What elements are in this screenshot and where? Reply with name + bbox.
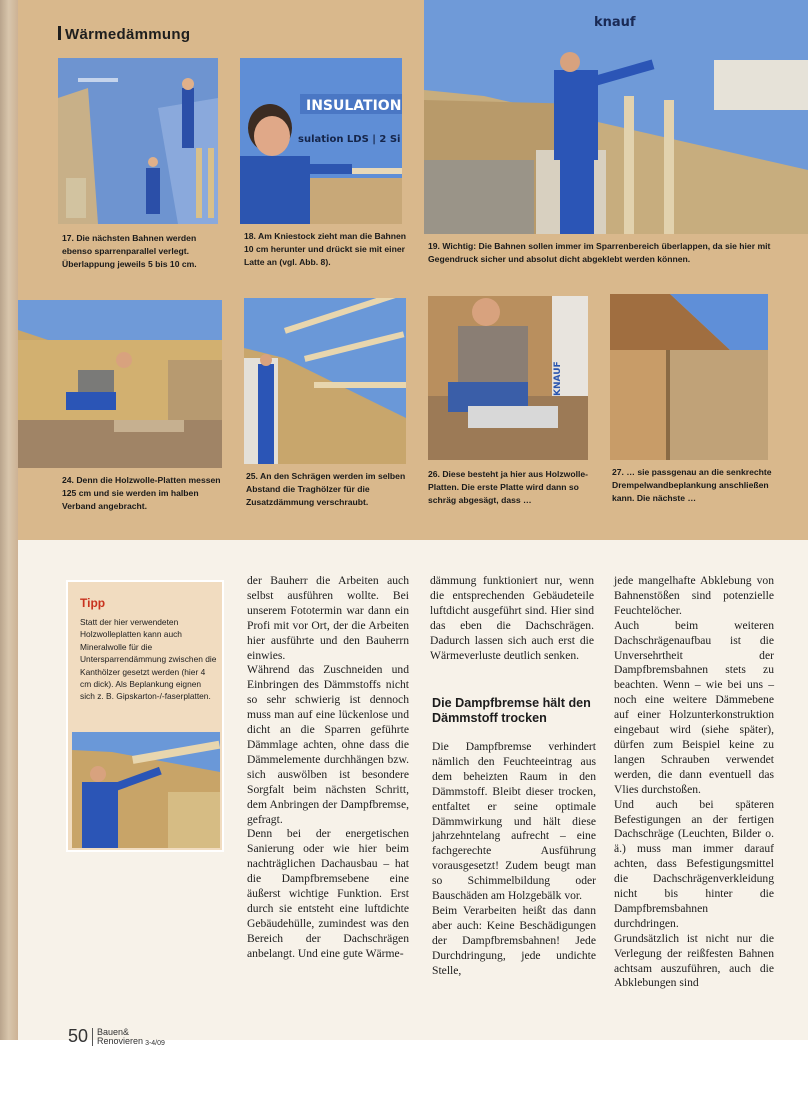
body-column-2a: dämmung funktioniert nur, wenn die entsprechenden Gebäudeteile luftdicht ausgeführt sind. Hier sind das eben die Dachschrägen. Dadurch lassen sich auch erst die Wärmeverluste deutlich senken. (430, 574, 594, 662)
caption-27: 27. … sie passgenau an die senkrechte Drempelwandbeplankung anschließen kann. Die nächste … (612, 467, 772, 503)
page-footer (68, 1026, 165, 1047)
body-column-1: der Bauherr die Arbeiten auch selbst ausführen wollte. Bei unserem Fototermin war dann ein Profi mit vor Ort, der die Arbeiten hier ausführte und den Bauherrn einwies. Während das Zuschneiden und Einbringen des Dämmstoffs nicht so sehr schwierig ist dennoch muss man auf eine lückenlose und dicht an die Sparren geführte Dämmlage achten, ohne dass die Dämmelemente durchhängen bzw. sich auswölben ist besondere Sorgfalt beim nächsten Schritt, dem Anbringen der Dampfbremse, gefragt. Denn bei der energetischen Sanierung oder wie hier beim nachträglichen Dachausbau – hat die Dampfbremsebene eine äußerst wichtige Funktion. Erst durch sie entsteht eine luftdichte Gebäudehülle, zumindest was den Bereich der Dachschrägen anbelangt. Und eine gute Wärme- (247, 574, 409, 960)
tip-box (66, 580, 224, 852)
footer-separator (92, 1028, 93, 1046)
caption-17: 17. Die nächsten Bahnen werden ebenso sparrenparallel verlegt. Überlappung jeweils 5 bis 10 cm. (62, 233, 197, 269)
subheading: Die Dampfbremse hält den Dämmstoff trocken (432, 696, 591, 725)
photo-17 (58, 58, 218, 224)
page-number: 50 (68, 1026, 89, 1046)
photo-18-print: INSULATION (306, 98, 402, 114)
caption-26: 26. Diese besteht ja hier aus Holzwolle-Platten. Die erste Platte wird dann so schräg abgesägt, dass … (428, 469, 588, 505)
body-column-3: jede mangelhafte Abklebung von Bahnenstößen sind potenzielle Feuchtelöcher. Auch beim weiteren Dachschrägenaufbau ist die Unversehrtheit der Dampfbremsbahnen stets zu beachten. Wenn – wie bei uns – noch eine weitere Dämmebene auf einer Holzunterkonstruktion eingebaut wird (siehe später), dürfen zum Beispiel keine zu langen Schrauben verwendet werden, die dann eventuell das Vlies durchstoßen. Und auch bei späteren Befestigungen an der fertigen Dachschräge (Leuchten, Bilder o. ä.) muss man immer darauf achten, dass Befestigungsmittel die Dachschrägenverkleidung nicht bis hinter die Dampfbremsbahnen durchdringen. Grundsätzlich ist nicht nur die Verlegung der reißfesten Bahnen achtsam auszuführen, auch die Abklebungen sind (614, 574, 774, 990)
photo-18 (240, 58, 402, 224)
issue-number: 3-4/09 (145, 1040, 165, 1047)
photo-25 (244, 298, 406, 464)
section-label (58, 26, 190, 43)
photo-18-print-2: sulation LDS | 2 Si (298, 134, 401, 145)
magazine-logo (97, 1028, 143, 1046)
caption-24: 24. Denn die Holzwolle-Platten messen 125 cm und sie werden im halben Verband angebracht. (62, 475, 221, 511)
magazine-logo-line1: Bauen& (97, 1026, 130, 1037)
magazine-logo-line2: Renovieren (97, 1035, 144, 1046)
photo-27 (610, 294, 768, 460)
photo-19 (424, 0, 808, 234)
section-label-text: Wärmedämmung (65, 26, 191, 43)
page-bottom-margin (0, 1040, 808, 1116)
tip-photo (72, 732, 220, 848)
photo-19-print: knauf (594, 15, 636, 30)
tip-title: Tipp (80, 596, 106, 610)
tip-text: Statt der hier verwendeten Holzwolleplatten kann auch Mineralwolle für die Untersparrendämmung zwischen die Kanthölzer gesetzt werden (hier 4 cm dick). Als Beplankung eignen sich z. B. Gipskarton-/-faserplatten. (80, 617, 217, 702)
photo-26-print: KNAUF (553, 361, 563, 396)
caption-19: 19. Wichtig: Die Bahnen sollen immer im Sparrenbereich überlappen, da sie hier mit Gegendruck sicher und absolut dicht abgeklebt werden können. (428, 241, 771, 264)
caption-18: 18. Am Kniestock zieht man die Bahnen 10 cm herunter und drückt sie mit einer Latte an (vgl. Abb. 8). (244, 231, 407, 267)
body-column-2b: Die Dampfbremse verhindert nämlich den Feuchteeintrag aus dem beheizten Raum in den Dämmstoff. Bleibt dieser trocken, entfaltet er seine optimale Dämmwirkung und hält diese jahrzehntelang aufrecht – eine fachgerechte Ausführung vorausgesetzt! Zudem beugt man so Schimmelbildung oder Bauschäden am Holzgebälk vor. Beim Verarbeiten heißt das dann aber auch: Keine Beschädigungen der Dampfbremsbahnen! Jede Durchdringung, jede undichte Stelle, (432, 740, 596, 977)
caption-25: 25. An den Schrägen werden im selben Abstand die Traghölzer für die Zusatzdämmung verschraubt. (246, 471, 406, 507)
photo-26 (428, 296, 588, 460)
photo-24 (18, 300, 222, 468)
